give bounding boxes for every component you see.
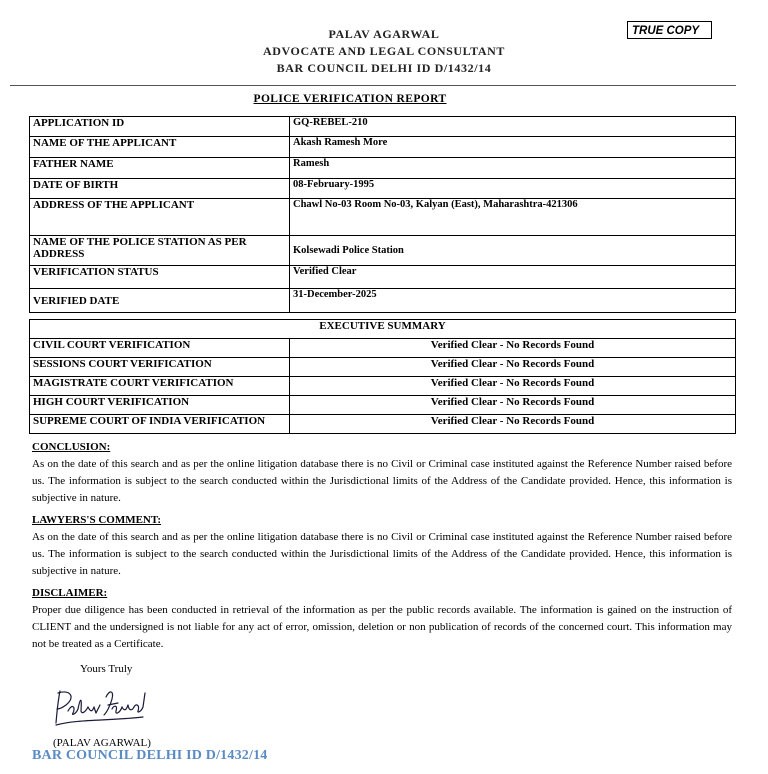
court-result: Verified Clear - No Records Found: [290, 415, 736, 434]
field-label: DATE OF BIRTH: [30, 179, 290, 199]
field-label: NAME OF THE POLICE STATION AS PER ADDRESS: [30, 236, 290, 266]
header-divider: [10, 85, 736, 86]
court-result: Verified Clear - No Records Found: [290, 377, 736, 396]
field-label: ADDRESS OF THE APPLICANT: [30, 199, 290, 236]
field-value: 08-February-1995: [290, 179, 736, 199]
applicant-details-table: [29, 116, 736, 313]
lawyers-comment-heading: LAWYERS'S COMMENT:: [32, 514, 162, 526]
report-title: POLICE VERIFICATION REPORT: [253, 93, 447, 105]
field-value: 31-December-2025: [290, 289, 736, 313]
disclaimer-text: Proper due diligence has been conducted in retrieval of the information as per the public records available. The information is gained on the instruction of CLIENT and the undersigned is not liable for any act of error, omission, deletion or non publication of records of the concerned court. This information may not be treated as a Certificate.: [32, 604, 732, 650]
salutation: Yours Truly: [80, 663, 133, 675]
table-row: [30, 339, 736, 358]
true-copy-stamp: TRUE COPY: [627, 21, 712, 39]
conclusion-section: [32, 439, 732, 507]
lawyers-comment-section: [32, 512, 732, 580]
court-label: SUPREME COURT OF INDIA VERIFICATION: [30, 415, 290, 434]
signature: [48, 685, 158, 738]
court-result: Verified Clear - No Records Found: [290, 339, 736, 358]
handwritten-signature-icon: [48, 685, 158, 733]
table-row: [30, 377, 736, 396]
court-label: SESSIONS COURT VERIFICATION: [30, 358, 290, 377]
table-row: [30, 199, 736, 236]
table-row: [30, 117, 736, 137]
advocate-title: ADVOCATE AND LEGAL CONSULTANT: [263, 44, 505, 58]
court-label: HIGH COURT VERIFICATION: [30, 396, 290, 415]
signatory-name: (PALAV AGARWAL): [53, 737, 151, 749]
court-label: CIVIL COURT VERIFICATION: [30, 339, 290, 358]
lawyers-comment-text: As on the date of this search and as per the online litigation database there is no Civil or Criminal case instituted against the Reference Number raised before us. The information is subject to the search conducted within the Jurisdictional limits of the Address of the Candidate provided. Hence, this information is subjective in nature.: [32, 531, 732, 577]
court-label: MAGISTRATE COURT VERIFICATION: [30, 377, 290, 396]
field-value: GQ-REBEL-210: [290, 117, 736, 137]
table-row: [30, 236, 736, 266]
field-label: APPLICATION ID: [30, 117, 290, 137]
field-label: NAME OF THE APPLICANT: [30, 137, 290, 158]
table-row: [30, 266, 736, 289]
court-result: Verified Clear - No Records Found: [290, 396, 736, 415]
bar-council-id: BAR COUNCIL DELHI ID D/1432/14: [276, 61, 492, 75]
field-value: Verified Clear: [290, 266, 736, 289]
field-label: VERIFICATION STATUS: [30, 266, 290, 289]
table-row: [30, 358, 736, 377]
disclaimer-heading: DISCLAIMER:: [32, 587, 108, 599]
table-row: [30, 179, 736, 199]
table-header-row: [30, 320, 736, 339]
table-row: [30, 137, 736, 158]
table-row: [30, 289, 736, 313]
footer-bar-council-id: BAR COUNCIL DELHI ID D/1432/14: [32, 748, 268, 763]
conclusion-text: As on the date of this search and as per the online litigation database there is no Civil or Criminal case instituted against the Reference Number raised before us. The information is subject to the search conducted within the Jurisdictional limits of the Address of the Candidate provided. Hence, this information is subjective in nature.: [32, 458, 732, 504]
table-row: [30, 415, 736, 434]
field-value: Ramesh: [290, 158, 736, 179]
disclaimer-section: [32, 585, 732, 653]
field-label: VERIFIED DATE: [30, 289, 290, 313]
advocate-name: PALAV AGARWAL: [328, 27, 440, 41]
field-value: Kolsewadi Police Station: [290, 236, 736, 266]
court-result: Verified Clear - No Records Found: [290, 358, 736, 377]
field-value: Akash Ramesh More: [290, 137, 736, 158]
field-label: FATHER NAME: [30, 158, 290, 179]
summary-heading: EXECUTIVE SUMMARY: [30, 320, 736, 339]
table-row: [30, 396, 736, 415]
field-value: Chawl No-03 Room No-03, Kalyan (East), Maharashtra-421306: [290, 199, 736, 236]
executive-summary-table: [29, 319, 736, 434]
conclusion-heading: CONCLUSION:: [32, 441, 111, 453]
table-row: [30, 158, 736, 179]
